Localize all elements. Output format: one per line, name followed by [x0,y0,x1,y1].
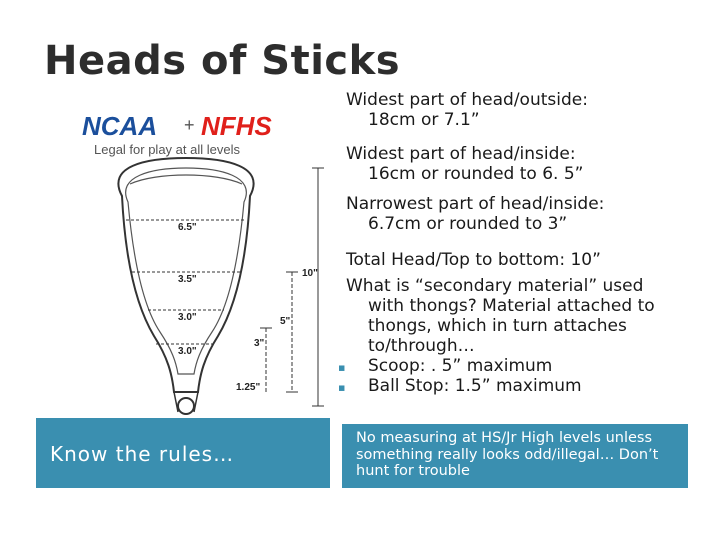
dim-3-5: 3.5" [178,274,197,285]
bullet-dot-icon: ▪ [338,361,346,374]
bullet-continuation: 16cm or rounded to 6. 5” [368,164,584,184]
bullet-line: Total Head/Top to bottom: 10” [346,250,601,270]
bullet-continuation: with thongs? Material attached to thongs, which in turn attaches to/through… [368,296,655,356]
dim-1-25: 1.25" [236,382,261,393]
bullet-item [346,250,690,270]
nfhs-logo: NFHS [201,111,272,141]
sub-bullet-text: Scoop: . 5” maximum [368,356,553,376]
slide-title: Heads of Sticks [44,38,401,84]
note-box [342,424,688,488]
bullet-continuation: 18cm or 7.1” [368,110,480,130]
sub-bullet-text: Ball Stop: 1.5” maximum [368,376,582,396]
dim-3-0-b: 3.0" [178,346,197,357]
head-inner-outline [126,168,247,374]
bullet-continuation: 6.7cm or rounded to 3” [368,214,568,234]
bullet-line: Narrowest part of head/inside: [346,194,605,214]
lacrosse-head-diagram [66,106,328,422]
bullet-list [338,90,690,396]
logo-tagline: Legal for play at all levels [94,142,240,157]
know-the-rules-box [36,418,330,488]
know-the-rules-text: Know the rules… [50,442,235,466]
bullet-item [346,90,690,130]
bullet-line: Widest part of head/outside: [346,90,588,110]
bullet-item [346,276,690,356]
sub-bullet-item [338,376,690,396]
dim-5: 5" [280,316,291,327]
bullet-item [346,194,690,234]
bullet-dot-icon: ▪ [338,381,346,394]
sub-bullet-item [338,356,690,376]
dim-3: 3" [254,338,265,349]
logo-plus: + [184,115,195,135]
dim-3-0-a: 3.0" [178,312,197,323]
ncaa-logo: NCAA [82,111,158,141]
bullet-line: What is “secondary material” used [346,276,644,296]
dim-6-5: 6.5" [178,222,197,233]
dim-10: 10" [302,268,318,279]
bullet-line: Widest part of head/inside: [346,144,576,164]
bullet-item [346,144,690,184]
note-text: No measuring at HS/Jr High levels unless something really looks odd/illegal… Don’t hunt for trouble [356,430,659,479]
